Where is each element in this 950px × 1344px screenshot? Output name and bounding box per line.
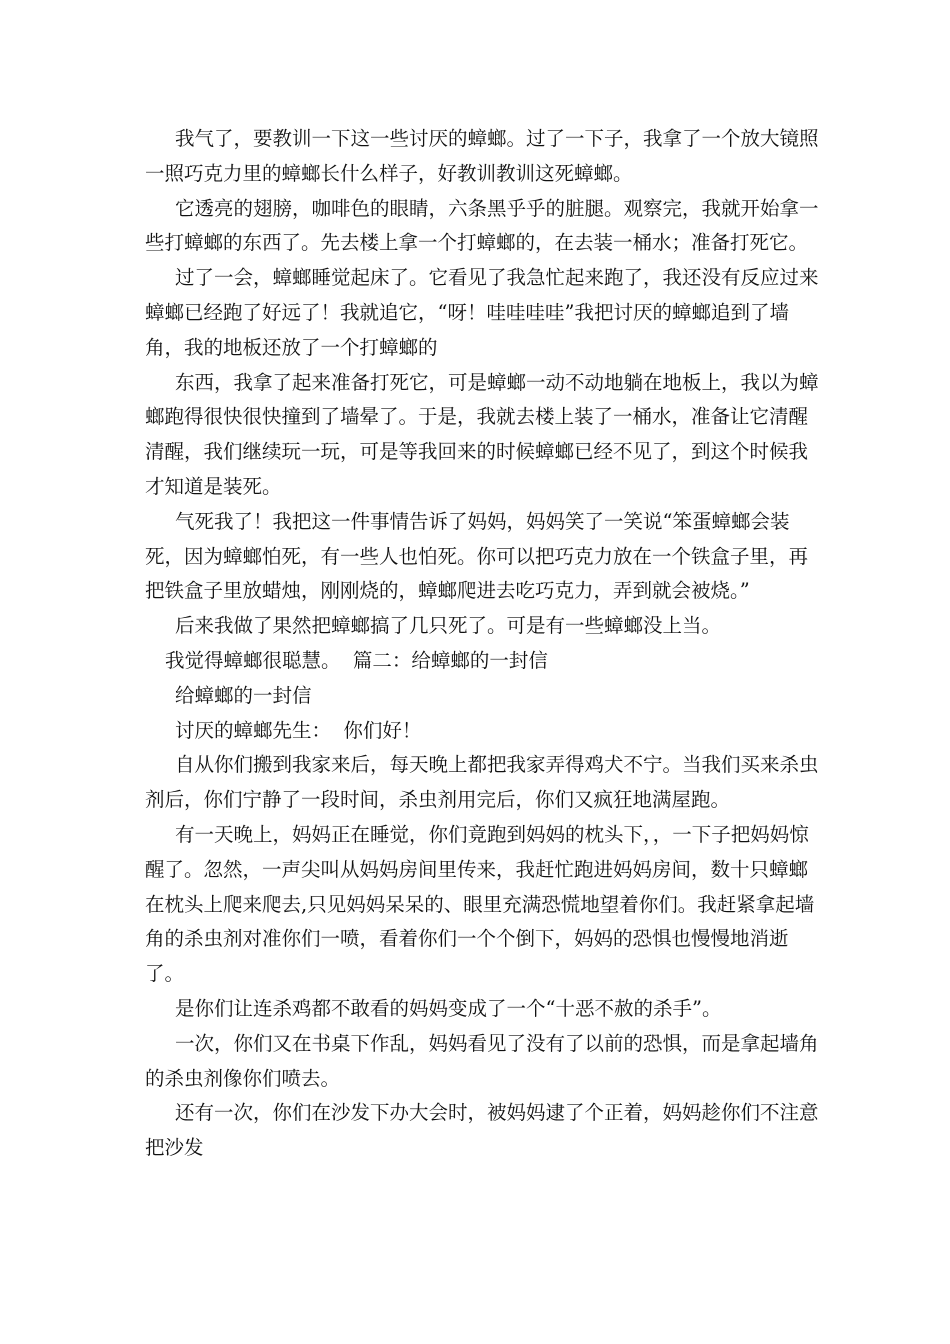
paragraph-12: 是你们让连杀鸡都不敢看的妈妈变成了一个“十恶不赦的杀手”。 — [175, 996, 722, 1020]
paragraph-11: 有一天晚上，妈妈正在睡觉，你们竟跑到妈妈的枕头下，，一下子把妈妈惊醒了。忽然，一声尖叫从妈妈房间里传来，我赶忙跑进妈妈房间，数十只蟑螂在枕头上爬来爬去,只见妈妈呆呆的、眼里充满恐慌地望着你们。我赶紧拿起墙角的杀虫剂对准你们一喷，看着你们一个个倒下，妈妈的恐惧也慢慢地消逝了。 — [145, 822, 815, 986]
document-body — [145, 122, 825, 1166]
paragraph-3: 过了一会，蟑螂睡觉起床了。它看见了我急忙起来跑了，我还没有反应过来蟑螂已经跑了好远了！我就追它，“呀！哇哇哇哇”我把讨厌的蟑螂追到了墙角，我的地板还放了一个打蟑螂的 — [145, 266, 819, 359]
paragraph-10: 自从你们搬到我家来后，每天晚上都把我家弄得鸡犬不宁。当我们买来杀虫剂后，你们宁静了一段时间，杀虫剂用完后，你们又疯狂地满屋跑。 — [145, 753, 819, 812]
paragraph-2: 它透亮的翅膀，咖啡色的眼睛，六条黑乎乎的脏腿。观察完，我就开始拿一些打蟑螂的东西了。先去楼上拿一个打蟑螂的，在去装一桶水；准备打死它。 — [145, 196, 819, 255]
paragraph-6: 后来我做了果然把蟑螂搞了几只死了。可是有一些蟑螂没上当。 — [175, 614, 722, 638]
paragraph-5: 气死我了！我把这一件事情告诉了妈妈，妈妈笑了一笑说“笨蛋蟑螂会装死，因为蟑螂怕死，有一些人也怕死。你可以把巧克力放在一个铁盒子里，再把铁盒子里放蜡烛，刚刚烧的，蟑螂爬进去吃巧克力，弄到就会被烧。” — [145, 509, 809, 603]
letter-salutation: 讨厌的蟑螂先生： 你们好！ — [175, 718, 422, 742]
paragraph-13: 一次，你们又在书桌下作乱，妈妈看见了没有了以前的恐惧，而是拿起墙角的杀虫剂像你们喷去。 — [145, 1031, 819, 1090]
paragraph-4: 东西，我拿了起来准备打死它，可是蟑螂一动不动地躺在地板上，我以为蟑螂跑得很快很快撞到了墙晕了。于是，我就去楼上装了一桶水，准备让它清醒清醒，我们继续玩一玩，可是等我回来的时候蟑螂已经不见了，到这个时候我才知道是装死。 — [145, 370, 819, 498]
paragraph-7: 我觉得蟑螂很聪慧。 篇二：给蟑螂的一封信 — [165, 648, 548, 672]
paragraph-14: 还有一次，你们在沙发下办大会时，被妈妈逮了个正着，妈妈趁你们不注意把沙发 — [145, 1101, 819, 1160]
paragraph-1: 我气了，要教训一下这一些讨厌的蟑螂。过了一下子，我拿了一个放大镜照一照巧克力里的蟑螂长什么样子，好教训教训这死蟑螂。 — [145, 127, 819, 185]
letter-title: 给蟑螂的一封信 — [175, 683, 312, 707]
